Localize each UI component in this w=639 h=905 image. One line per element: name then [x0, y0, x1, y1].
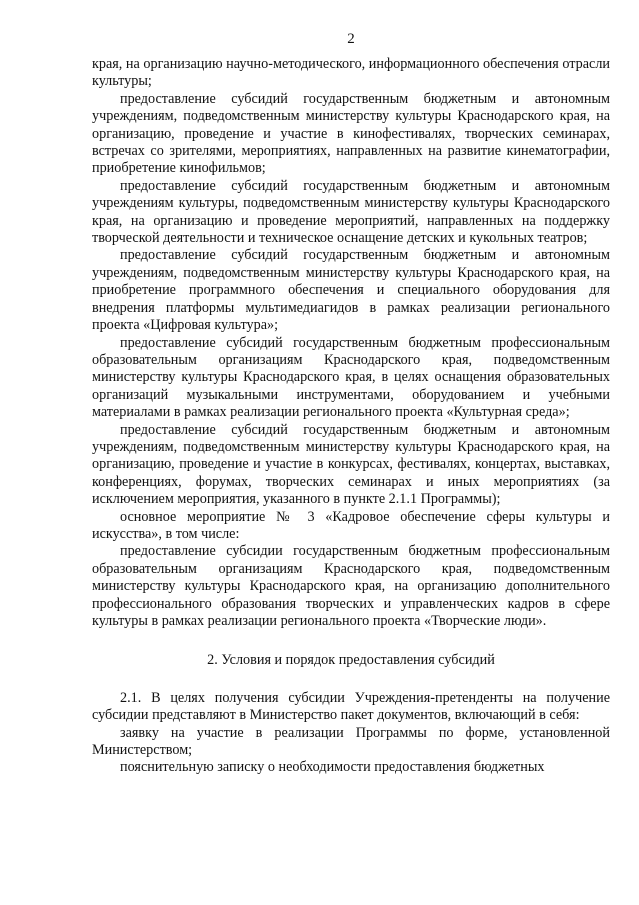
paragraph-9: 2.1. В целях получения субсидии Учреждения-претенденты на получение субсидии представляют в Министерство пакет документов, включающий в себя:	[92, 689, 610, 724]
paragraph-8: предоставление субсидии государственным бюджетным профессиональным образовательным организациям Краснодарского края, подведомственным министерству культуры Краснодарского края, на организацию дополнительного профессионального образования творческих и управленческих кадров в сфере культуры в рамках реализации регионального проекта «Творческие люди».	[92, 543, 610, 629]
paragraph-3: предоставление субсидий государственным бюджетным и автономным учреждениям культуры, подведомственным министерству культуры Краснодарского края, на организацию и проведение мероприятий, направленных на поддержку творческой деятельности и техническое оснащение детских и кукольных театров;	[92, 177, 610, 247]
paragraph-10: заявку на участие в реализации Программы по форме, установленной Министерством;	[92, 724, 610, 759]
page-number: 2	[347, 31, 355, 47]
document-page	[92, 30, 610, 777]
paragraph-11: пояснительную записку о необходимости предоставления бюджетных	[120, 759, 545, 776]
paragraph-1: края, на организацию научно-методического, информационного обеспечения отрасли культуры;	[92, 56, 610, 90]
paragraph-2: предоставление субсидий государственным бюджетным и автономным учреждениям, подведомственным министерству культуры Краснодарского края, на организацию, проведение и участие в кинофестивалях, творческих семинарах, встречах со зрителями, мероприятиях, направленных на развитие кинематографии, приобретение кинофильмов;	[92, 90, 610, 177]
paragraph-7: основное мероприятие № 3 «Кадровое обеспечение сферы культуры и искусства», в том числе:	[92, 508, 610, 542]
body-text-top	[92, 56, 610, 630]
paragraph-4: предоставление субсидий государственным бюджетным и автономным учреждениям, подведомственным министерству культуры Краснодарского края, на приобретение программного обеспечения и специального оборудования для внедрения платформы мультимедиагидов в рамках реализации регионального проекта «Цифровая культура»;	[92, 247, 610, 334]
section-heading: 2. Условия и порядок предоставления субсидий	[207, 652, 495, 669]
paragraph-6: предоставление субсидий государственным бюджетным и автономным учреждениям, подведомственным министерству культуры Краснодарского края, на организацию, проведение и участие в конкурсах, фестивалях, концертах, выставках, конференциях, форумах, творческих семинарах и иных мероприятиях (за исключением мероприятия, указанного в пункте 2.1.1 Программы);	[92, 421, 610, 508]
body-text-bottom	[92, 690, 610, 777]
paragraph-5: предоставление субсидий государственным бюджетным профессиональным образовательным организациям Краснодарского края, подведомственным министерству культуры Краснодарского края, в целях оснащения образовательных организаций музыкальными инструментами, оборудованием и учебными материалами в рамках реализации регионального проекта «Культурная среда»;	[92, 334, 610, 421]
